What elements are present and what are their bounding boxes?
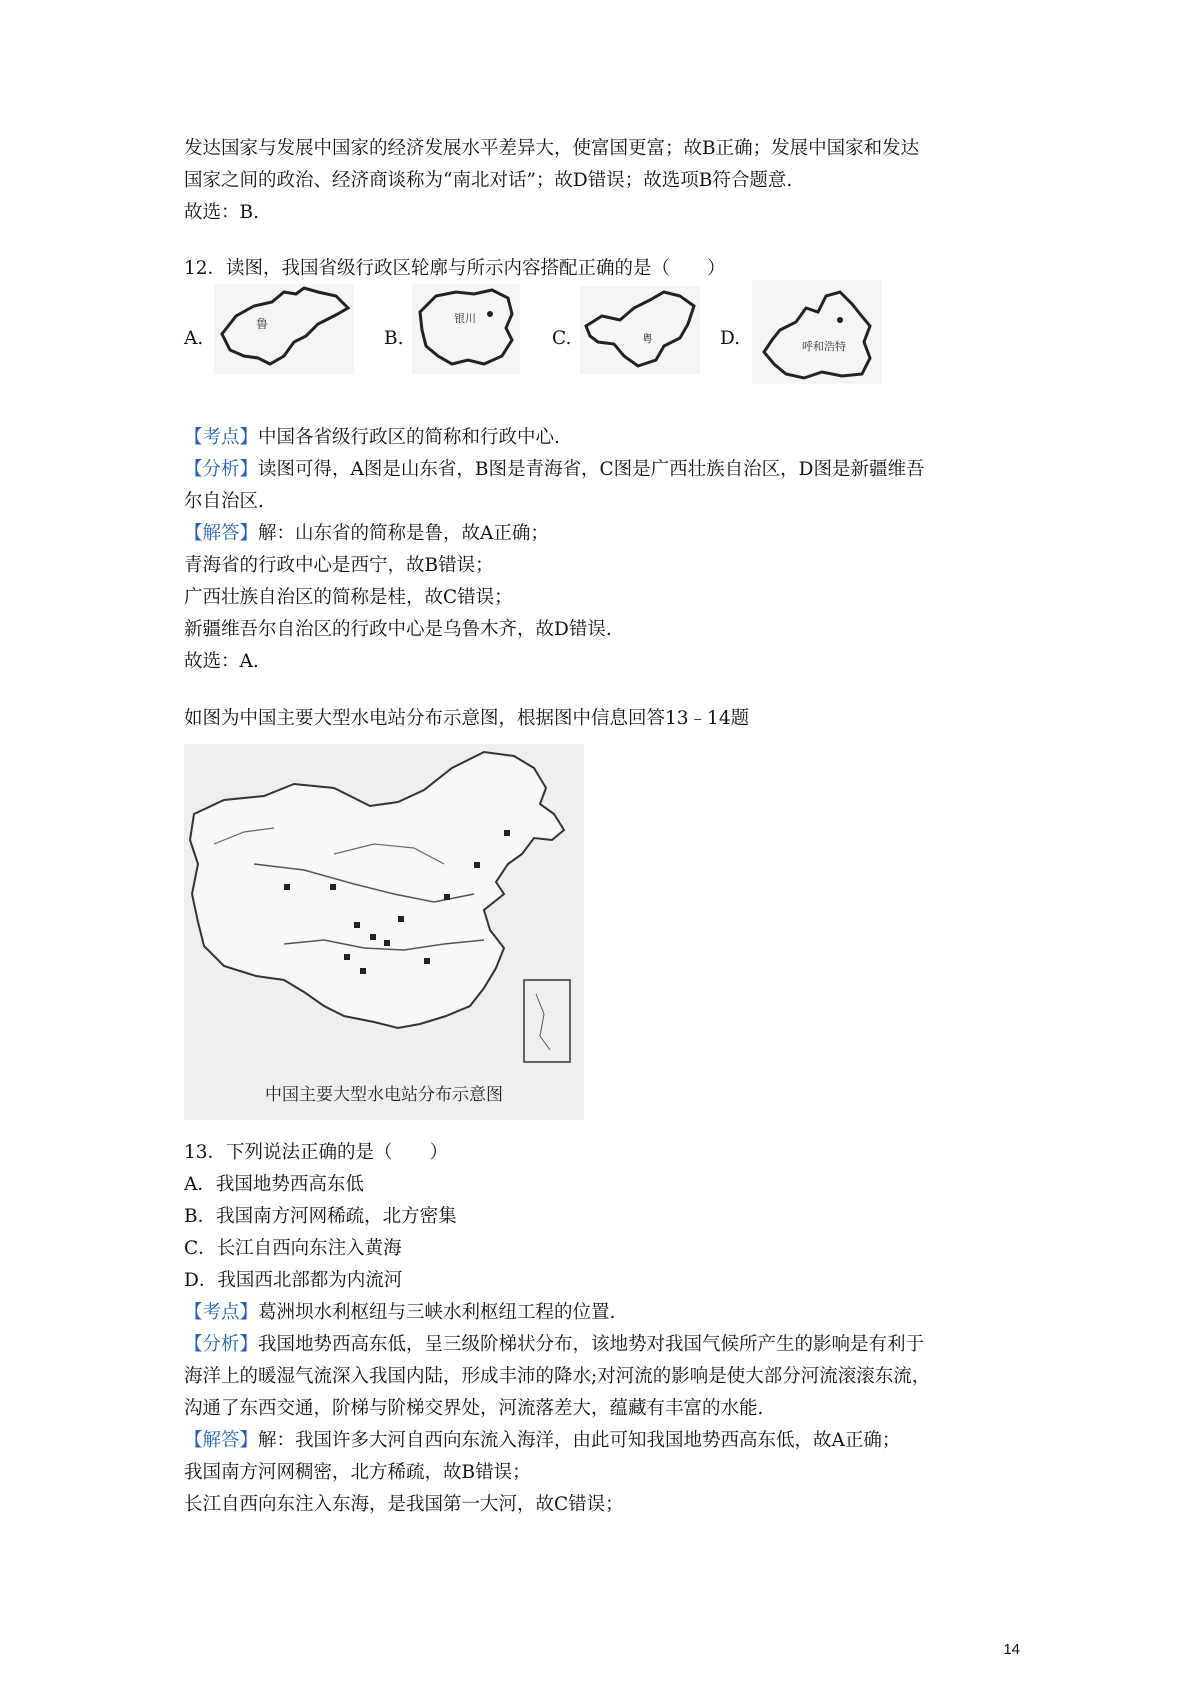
q12-jieda [184, 521, 549, 547]
q13-jieda-text-1: 解：我国许多大河自西向东流入海洋，由此可知我国地势西高东低，故A正确； [258, 1430, 901, 1451]
page-number: 14 [1003, 1641, 1020, 1658]
q12-kaodian [184, 425, 560, 451]
q13-option-d: D．我国西北部都为内流河 [184, 1270, 403, 1291]
q12-jieda-text-1: 解：山东省的简称是鲁，故A正确； [258, 523, 549, 544]
q12-jieda-text-4: 新疆维吾尔自治区的行政中心是乌鲁木齐，故D错误. [184, 619, 612, 640]
q13-fenxi [184, 1332, 924, 1358]
q13-14-intro: 如图为中国主要大型水电站分布示意图，根据图中信息回答13﹣14题 [184, 708, 750, 729]
inner-mongolia-outline-map [752, 280, 882, 384]
jieda-tag: 【解答】 [184, 1430, 259, 1451]
map-caption: 中国主要大型水电站分布示意图 [265, 1085, 503, 1105]
hydropower-station-map [184, 744, 584, 1120]
q13-jieda-text-2: 我国南方河网稠密，北方稀疏，故B错误； [184, 1462, 531, 1483]
q13-kaodian-text: 葛洲坝水利枢纽与三峡水利枢纽工程的位置. [258, 1302, 616, 1323]
q13-option-c: C．长江自西向东注入黄海 [184, 1238, 402, 1259]
q12-option-d-letter: D. [720, 328, 741, 349]
q12-kaodian-text: 中国各省级行政区的简称和行政中心. [258, 427, 560, 448]
q13-jieda-text-3: 长江自西向东注入东海，是我国第一大河，故C错误； [184, 1494, 624, 1515]
q13-kaodian [184, 1300, 615, 1326]
fenxi-tag: 【分析】 [184, 1334, 259, 1355]
q13-fenxi-text-2: 海洋上的暖湿气流深入我国内陆，形成丰沛的降水;对河流的影响是使大部分河流滚滚东流， [184, 1366, 931, 1387]
map-label-lu: 鲁 [256, 317, 269, 331]
fenxi-tag: 【分析】 [184, 459, 259, 480]
q12-jieda-text-3: 广西壮族自治区的简称是桂，故C错误； [184, 587, 513, 608]
q13-stem: 13．下列说法正确的是（ ） [184, 1142, 449, 1163]
kaodian-tag: 【考点】 [184, 1302, 259, 1323]
q12-fenxi [184, 457, 924, 483]
q12-fenxi-text-1: 读图可得，A图是山东省，B图是青海省，C图是广西壮族自治区，D图是新疆维吾 [258, 459, 925, 480]
q12-jieda-text-2: 青海省的行政中心是西宁，故B错误； [184, 555, 494, 576]
q12-option-a-letter: A. [184, 328, 204, 349]
jieda-tag: 【解答】 [184, 523, 259, 544]
q13-option-b: B．我国南方河网稀疏，北方密集 [184, 1206, 457, 1227]
shandong-outline-map [214, 284, 354, 374]
q12-stem: 12．读图，我国省级行政区轮廓与所示内容搭配正确的是（ ） [184, 258, 726, 279]
q13-fenxi-text-1: 我国地势西高东低，呈三级阶梯状分布，该地势对我国气候所产生的影响是有利于 [258, 1334, 925, 1355]
prev-explanation-line-2: 国家之间的政治、经济商谈称为“南北对话”；故D错误；故选项B符合题意. [184, 170, 793, 191]
map-label-huhehaote: 呼和浩特 [802, 340, 846, 353]
prev-answer: 故选：B. [184, 202, 259, 223]
map-label-yue: 粤 [642, 332, 653, 345]
q12-fenxi-text-2: 尔自治区. [184, 491, 264, 512]
ningxia-outline-map [412, 284, 520, 374]
q12-option-b-letter: B. [384, 328, 404, 349]
map-label-yinchuan: 银川 [454, 312, 476, 325]
q13-fenxi-text-3: 沟通了东西交通，阶梯与阶梯交界处，河流落差大，蕴藏有丰富的水能. [184, 1398, 764, 1419]
q12-option-c-letter: C. [552, 328, 572, 349]
guangxi-outline-map [580, 286, 700, 374]
q13-jieda [184, 1428, 900, 1454]
q12-answer: 故选：A. [184, 651, 259, 672]
kaodian-tag: 【考点】 [184, 427, 259, 448]
q13-option-a: A．我国地势西高东低 [184, 1174, 364, 1195]
prev-explanation-line-1: 发达国家与发展中国家的经济发展水平差异大，使富国更富；故B正确；发展中国家和发达 [184, 138, 920, 159]
